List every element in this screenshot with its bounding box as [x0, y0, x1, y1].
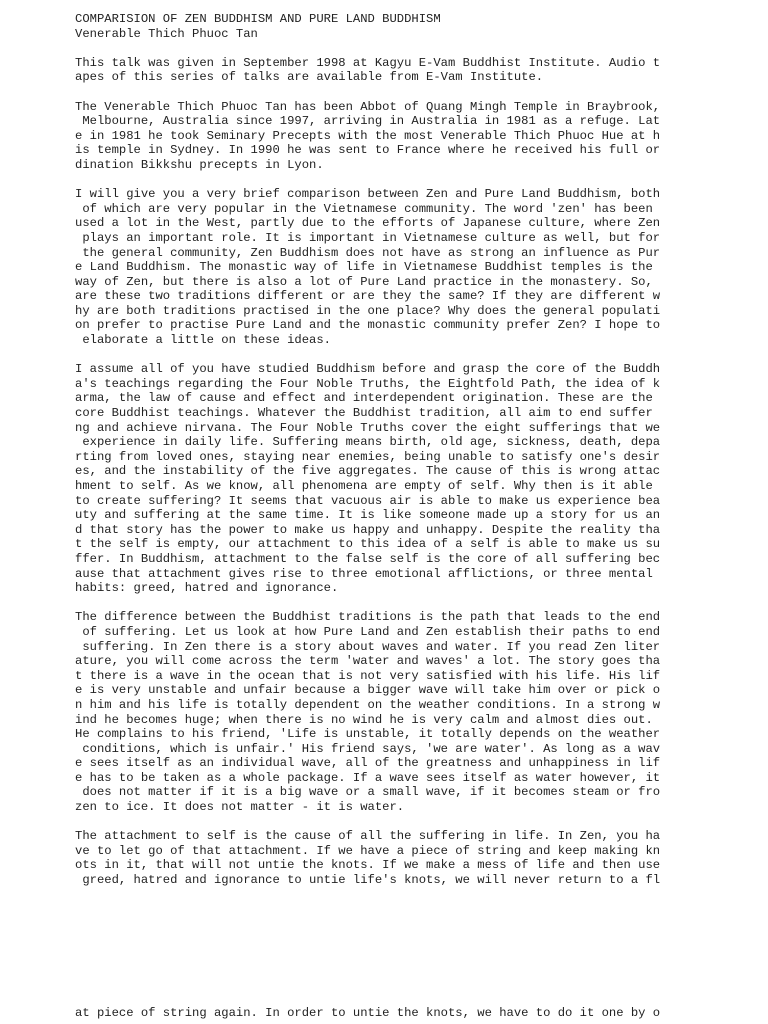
- document-title: COMPARISION OF ZEN BUDDHISM AND PURE LAND BUDDHISM: [75, 12, 441, 26]
- text-line: does not matter if it is a big wave or a small wave, if it becomes steam or fro: [75, 785, 661, 800]
- paragraph-biography: [75, 100, 755, 173]
- text-line: hy are both traditions practised in the one place? Why does the general populati: [75, 303, 661, 318]
- text-line: e in 1981 he took Seminary Precepts with the most Venerable Thich Phuoc Hue at h: [75, 128, 661, 143]
- text-line: elaborate a little on these ideas.: [75, 333, 331, 348]
- text-line: suffering. In Zen there is a story about waves and water. If you read Zen liter: [75, 639, 661, 654]
- paragraph-waves-and-water: [75, 610, 755, 814]
- paragraph-gap: [75, 815, 755, 830]
- paragraph-attachment: [75, 829, 755, 887]
- text-line: apes of this series of talks are available from E-Vam Institute.: [75, 70, 544, 85]
- text-line: ng and achieve nirvana. The Four Noble Truths cover the eight sufferings that we: [75, 420, 661, 435]
- text-line: dination Bikkshu precepts in Lyon.: [75, 157, 324, 172]
- text-line: This talk was given in September 1998 at Kagyu E-Vam Buddhist Institute. Audio t: [75, 55, 661, 70]
- text-line: habits: greed, hatred and ignorance.: [75, 581, 339, 596]
- text-line: e is very unstable and unfair because a bigger wave will take him over or pick o: [75, 683, 661, 698]
- paragraph-gap: [75, 596, 755, 611]
- text-line: a's teachings regarding the Four Noble Truths, the Eightfold Path, the idea of k: [75, 376, 661, 391]
- text-line: ffer. In Buddhism, attachment to the false self is the core of all suffering bec: [75, 551, 661, 566]
- text-line: ature, you will come across the term 'water and waves' a lot. The story goes tha: [75, 654, 661, 669]
- text-line: ind he becomes huge; when there is no wind he is very calm and almost dies out.: [75, 712, 653, 727]
- text-line: I assume all of you have studied Buddhism before and grasp the core of the Buddh: [75, 362, 661, 377]
- text-line: ots in it, that will not untie the knots. If we make a mess of life and then use: [75, 858, 661, 873]
- text-line: the general community, Zen Buddhism does not have as strong an influence as Pur: [75, 245, 661, 260]
- text-line: to create suffering? It seems that vacuous air is able to make us experience bea: [75, 493, 661, 508]
- text-line: zen to ice. It does not matter - it is water.: [75, 800, 405, 815]
- text-line: greed, hatred and ignorance to untie life's knots, we will never return to a fl: [75, 873, 661, 888]
- text-line: Melbourne, Australia since 1997, arriving in Australia in 1981 as a refuge. Lat: [75, 114, 661, 129]
- text-line: arma, the law of cause and effect and interdependent origination. These are the: [75, 391, 653, 406]
- paragraph-core-teachings: [75, 362, 755, 596]
- paragraph-gap: [75, 85, 755, 100]
- paragraph-gap: [75, 41, 755, 56]
- text-line: experience in daily life. Suffering means birth, old age, sickness, death, depa: [75, 435, 661, 450]
- paragraph-gap: [75, 348, 755, 363]
- text-line: e Land Buddhism. The monastic way of life in Vietnamese Buddhist temples is the: [75, 260, 653, 275]
- next-page-text-line: at piece of string again. In order to untie the knots, we have to do it one by o: [75, 1006, 661, 1020]
- text-line: of suffering. Let us look at how Pure Land and Zen establish their paths to end: [75, 624, 661, 639]
- text-line: way of Zen, but there is also a lot of Pure Land practice in the monastery. So,: [75, 274, 653, 289]
- text-line: The attachment to self is the cause of all the suffering in life. In Zen, you ha: [75, 829, 661, 844]
- text-line: ause that attachment gives rise to three emotional afflictions, or three mental: [75, 566, 653, 581]
- text-line: are these two traditions different or are they the same? If they are different w: [75, 289, 661, 304]
- text-line: used a lot in the West, partly due to the efforts of Japanese culture, where Zen: [75, 216, 661, 231]
- text-line: is temple in Sydney. In 1990 he was sent to France where he received his full or: [75, 143, 661, 158]
- text-line: on prefer to practise Pure Land and the monastic community prefer Zen? I hope to: [75, 318, 661, 333]
- text-line: d that story has the power to make us happy and unhappy. Despite the reality tha: [75, 522, 661, 537]
- text-line: ve to let go of that attachment. If we have a piece of string and keep making kn: [75, 843, 661, 858]
- text-line: The Venerable Thich Phuoc Tan has been Abbot of Quang Mingh Temple in Braybrook,: [75, 99, 661, 114]
- text-line: e sees itself as an individual wave, all of the greatness and unhappiness in lif: [75, 756, 661, 771]
- text-line: uty and suffering at the same time. It is like someone made up a story for us an: [75, 508, 661, 523]
- text-line: The difference between the Buddhist traditions is the path that leads to the end: [75, 610, 661, 625]
- paragraph-comparison: [75, 187, 755, 348]
- document-page: [75, 12, 755, 888]
- text-line: n him and his life is totally dependent on the weather conditions. In a strong w: [75, 697, 661, 712]
- document-author: Venerable Thich Phuoc Tan: [75, 26, 258, 41]
- text-line: core Buddhist teachings. Whatever the Buddhist tradition, all aim to end suffer: [75, 406, 653, 421]
- text-line: of which are very popular in the Vietnamese community. The word 'zen' has been: [75, 201, 653, 216]
- text-line: es, and the instability of the five aggregates. The cause of this is wrong attac: [75, 464, 661, 479]
- text-line: plays an important role. It is important in Vietnamese culture as well, but for: [75, 230, 661, 245]
- text-line: conditions, which is unfair.' His friend says, 'we are water'. As long as a wav: [75, 741, 661, 756]
- text-line: e has to be taken as a whole package. If a wave sees itself as water however, it: [75, 770, 661, 785]
- text-line: I will give you a very brief comparison between Zen and Pure Land Buddhism, both: [75, 187, 661, 202]
- paragraph-gap: [75, 173, 755, 188]
- text-line: hment to self. As we know, all phenomena are empty of self. Why then is it able: [75, 479, 653, 493]
- text-line: rting from loved ones, staying near enemies, being unable to satisfy one's desir: [75, 449, 661, 464]
- text-line: t there is a wave in the ocean that is not very satisfied with his life. His lif: [75, 668, 661, 683]
- text-line: t the self is empty, our attachment to this idea of a self is able to make us su: [75, 537, 661, 552]
- paragraph-intro: [75, 56, 755, 85]
- text-line: He complains to his friend, 'Life is unstable, it totally depends on the weather: [75, 727, 661, 742]
